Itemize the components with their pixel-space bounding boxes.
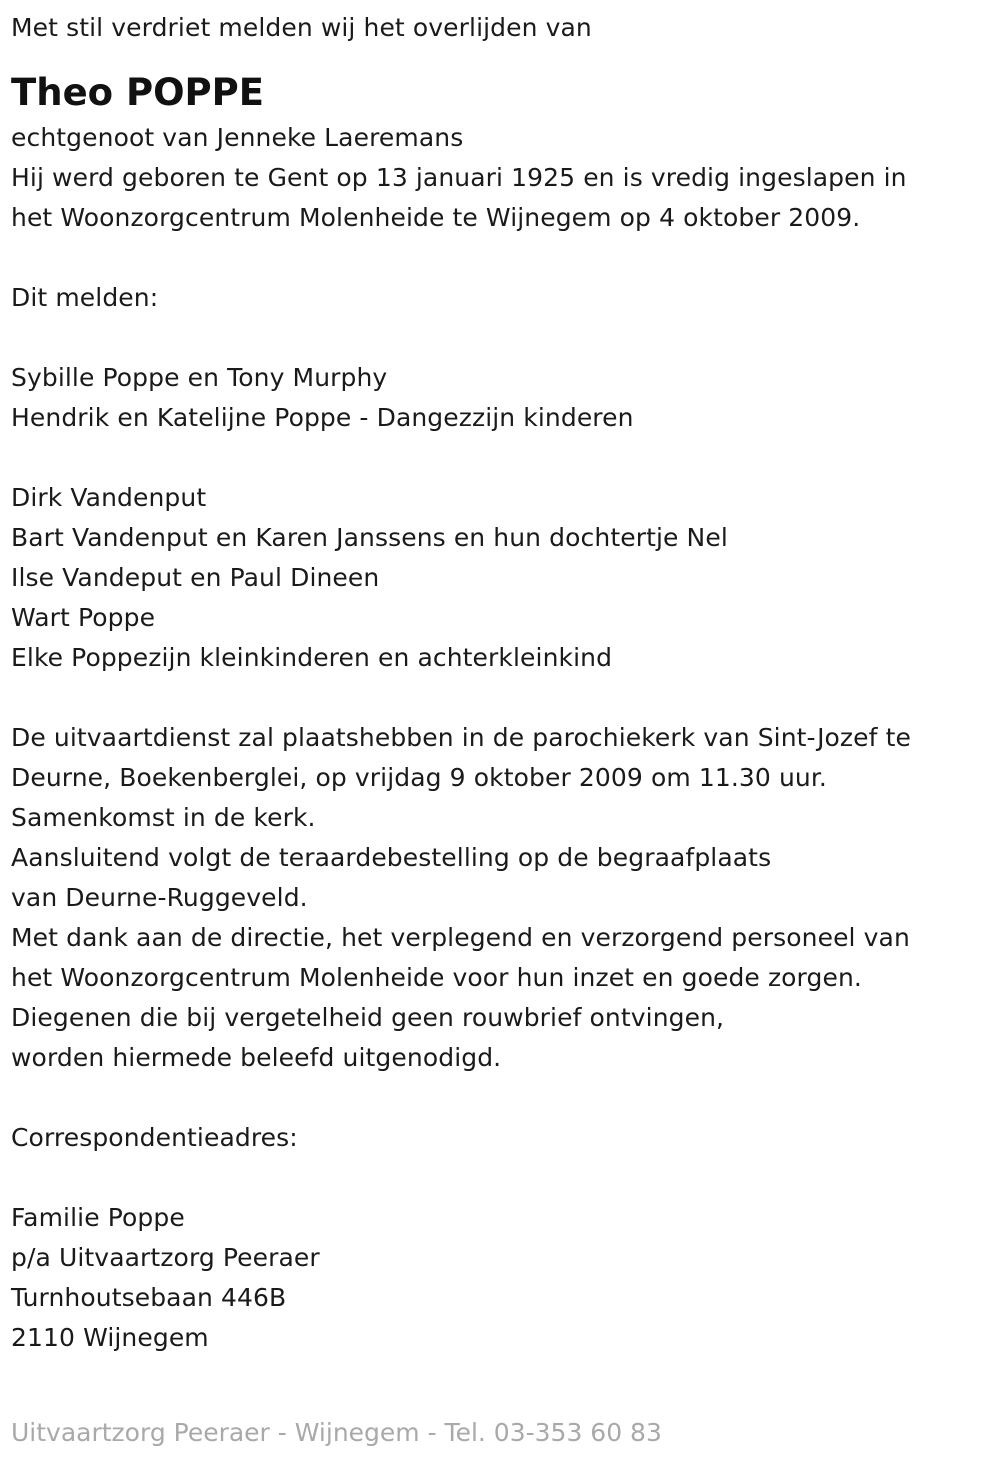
service-line: worden hiermede beleefd uitgenodigd. — [11, 1043, 502, 1072]
service-line: Aansluitend volgt de teraardebestelling op de begraafplaats — [11, 843, 772, 872]
spacer — [11, 1158, 1000, 1198]
spacer — [11, 318, 1000, 358]
spacer — [11, 678, 1000, 718]
service-line: Samenkomst in de kerk. — [11, 803, 316, 832]
spouse-line: echtgenoot van Jenneke Laeremans — [11, 123, 464, 152]
spacer — [11, 438, 1000, 478]
address-line: p/a Uitvaartzorg Peeraer — [11, 1243, 320, 1272]
grandchildren-line: Bart Vandenput en Karen Janssens en hun dochtertje Nel — [11, 523, 728, 552]
grandchildren-line: Ilse Vandeput en Paul Dineen — [11, 563, 380, 592]
birth-death-line: het Woonzorgcentrum Molenheide te Wijnegem op 4 oktober 2009. — [11, 203, 861, 232]
service-line: Deurne, Boekenberglei, op vrijdag 9 oktober 2009 om 11.30 uur. — [11, 763, 827, 792]
grandchildren-line: Dirk Vandenput — [11, 483, 207, 512]
service-line: van Deurne-Ruggeveld. — [11, 883, 308, 912]
service-line: het Woonzorgcentrum Molenheide voor hun inzet en goede zorgen. — [11, 963, 862, 992]
address-line: Turnhoutsebaan 446B — [11, 1283, 287, 1312]
correspondence-label: Correspondentieadres: — [11, 1123, 298, 1152]
children-line: Hendrik en Katelijne Poppe - Dangezzijn kinderen — [11, 403, 634, 432]
grandchildren-line: Wart Poppe — [11, 603, 156, 632]
service-line: De uitvaartdienst zal plaatshebben in de parochiekerk van Sint-Jozef te — [11, 723, 911, 752]
address-line: Familie Poppe — [11, 1203, 185, 1232]
grandchildren-line: Elke Poppezijn kleinkinderen en achterkleinkind — [11, 643, 613, 672]
announced-by-label: Dit melden: — [11, 283, 159, 312]
spacer — [11, 1078, 1000, 1118]
spacer — [11, 238, 1000, 278]
deceased-name: Theo POPPE — [11, 71, 265, 114]
children-line: Sybille Poppe en Tony Murphy — [11, 363, 388, 392]
service-line: Met dank aan de directie, het verplegend en verzorgend personeel van — [11, 923, 910, 952]
birth-death-line: Hij werd geboren te Gent op 13 januari 1925 en is vredig ingeslapen in — [11, 163, 907, 192]
funeral-home-footer: Uitvaartzorg Peeraer - Wijnegem - Tel. 03-353 60 83 — [11, 1418, 662, 1447]
intro-text: Met stil verdriet melden wij het overlijden van — [11, 13, 592, 42]
address-line: 2110 Wijnegem — [11, 1323, 209, 1352]
service-line: Diegenen die bij vergetelheid geen rouwbrief ontvingen, — [11, 1003, 725, 1032]
